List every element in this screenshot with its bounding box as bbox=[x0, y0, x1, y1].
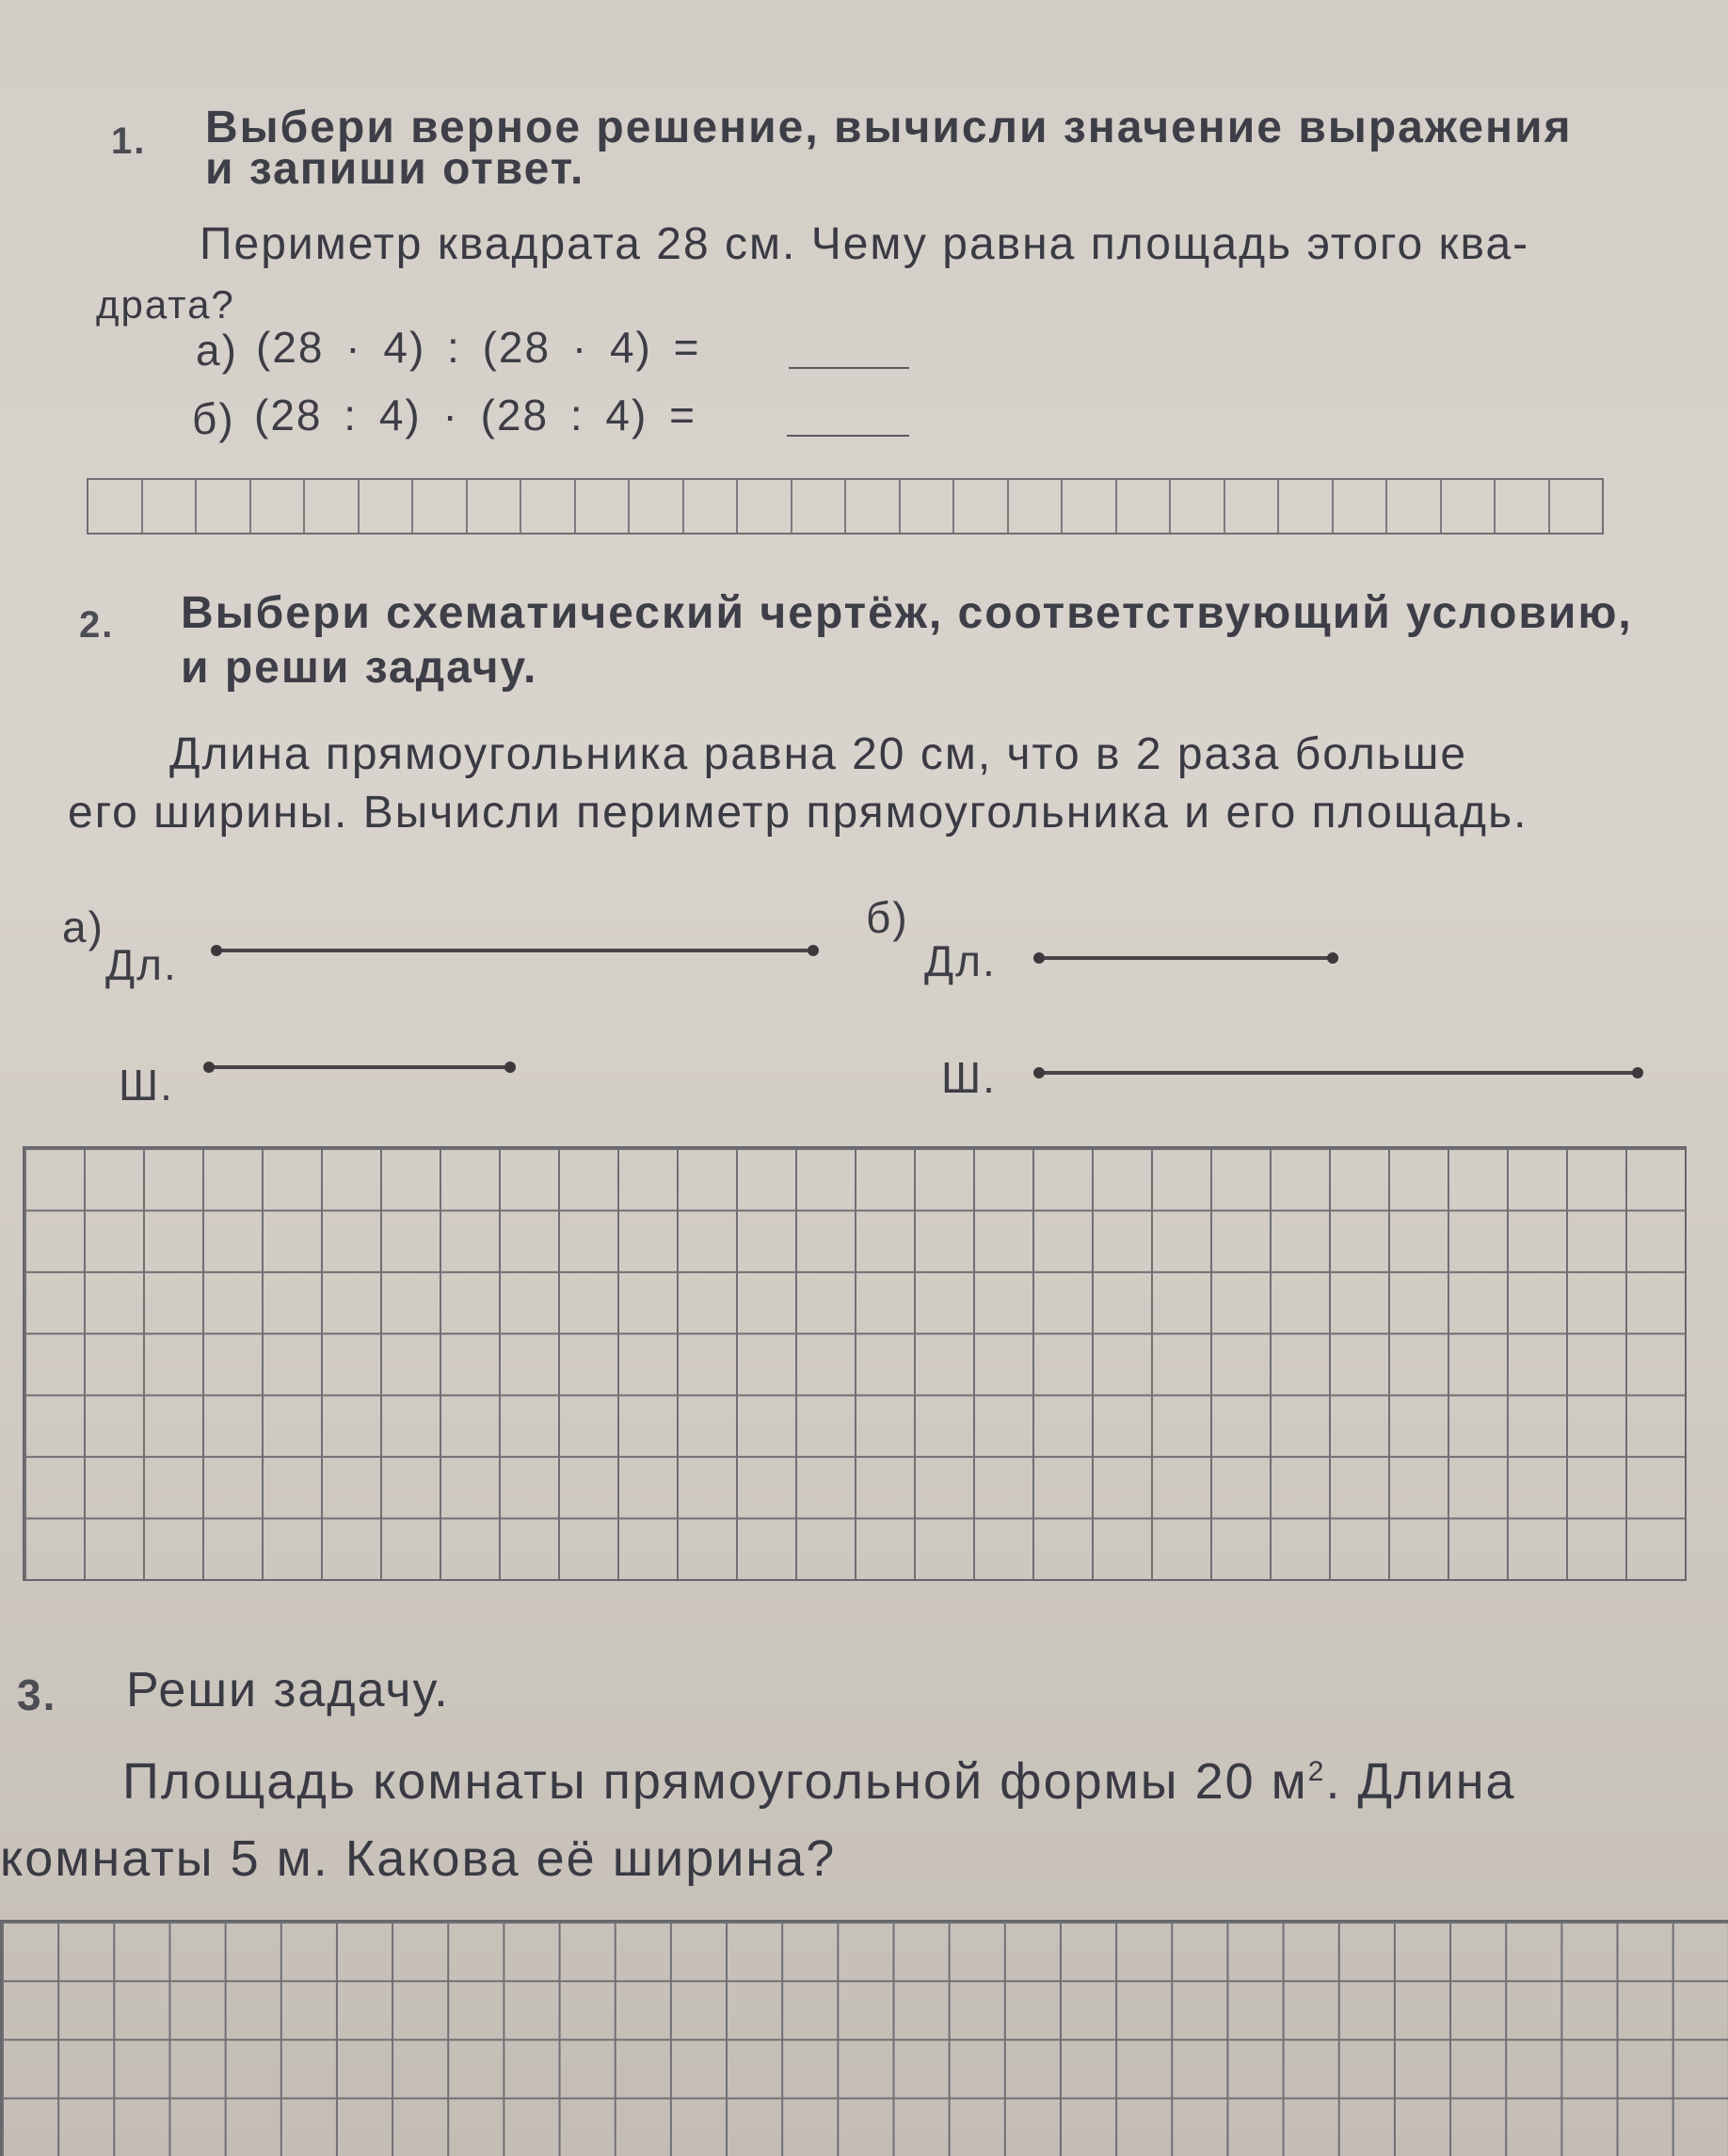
answer-cell[interactable] bbox=[1171, 480, 1225, 533]
answer-cell[interactable] bbox=[88, 480, 143, 533]
answer-cell[interactable] bbox=[413, 480, 468, 533]
answer-cell[interactable] bbox=[1334, 480, 1388, 533]
answer-cell[interactable] bbox=[1387, 480, 1442, 533]
task3-condition-text-a: Площадь комнаты прямоугольной формы 20 м bbox=[122, 1753, 1308, 1810]
task1-instruction-line2: и запиши ответ. bbox=[205, 144, 585, 194]
answer-cell[interactable] bbox=[468, 480, 522, 533]
answer-cell[interactable] bbox=[954, 480, 1009, 533]
task1-option-b-answer-line[interactable] bbox=[787, 435, 909, 437]
answer-cell[interactable] bbox=[738, 480, 792, 533]
task2-work-grid[interactable] bbox=[23, 1146, 1687, 1581]
task3-instruction: Реши задачу. bbox=[126, 1663, 450, 1717]
task3-condition-line1 bbox=[122, 1752, 1516, 1811]
task2-number: 2. bbox=[79, 604, 115, 646]
diagram-b-length-label: Дл. bbox=[924, 936, 997, 985]
answer-cell[interactable] bbox=[1225, 480, 1280, 533]
answer-cell[interactable] bbox=[630, 480, 684, 533]
diagram-b-width-label: Ш. bbox=[941, 1053, 997, 1102]
answer-cell[interactable] bbox=[901, 480, 955, 533]
task2-instruction-line1: Выбери схематический чертёж, соответствующий условию, bbox=[181, 588, 1633, 638]
task3-work-grid[interactable] bbox=[0, 1920, 1728, 2156]
task3-number: 3. bbox=[17, 1670, 57, 1719]
answer-cell[interactable] bbox=[360, 480, 414, 533]
diagram-b-label: б) bbox=[866, 893, 909, 942]
answer-cell[interactable] bbox=[1063, 480, 1117, 533]
answer-cell[interactable] bbox=[1009, 480, 1064, 533]
task1-condition-line1: Периметр квадрата 28 см. Чему равна площадь этого ква- bbox=[200, 219, 1530, 269]
diagram-b-length-segment bbox=[1039, 956, 1333, 960]
task3-condition-text-b: . Длина bbox=[1325, 1753, 1516, 1810]
answer-cell[interactable] bbox=[521, 480, 576, 533]
task2-instruction-line2: и реши задачу. bbox=[181, 643, 538, 693]
task1-condition-line2: драта? bbox=[96, 282, 235, 327]
task1-instruction-line1: Выбери верное решение, вычисли значение выражения bbox=[205, 103, 1573, 152]
task1-option-a-label: а) bbox=[196, 326, 238, 375]
diagram-a-width-segment bbox=[209, 1065, 510, 1069]
answer-cell[interactable] bbox=[1550, 480, 1603, 533]
diagram-b-width-segment bbox=[1039, 1071, 1638, 1075]
task1-answer-cells[interactable] bbox=[87, 478, 1604, 535]
answer-cell[interactable] bbox=[1279, 480, 1334, 533]
answer-cell[interactable] bbox=[576, 480, 631, 533]
task1-option-a-answer-line[interactable] bbox=[789, 367, 909, 369]
task1-option-a-expression: (28 · 4) : (28 · 4) = bbox=[256, 323, 701, 372]
answer-cell[interactable] bbox=[143, 480, 198, 533]
answer-cell[interactable] bbox=[1117, 480, 1172, 533]
task2-condition-line2: его ширины. Вычисли периметр прямоугольника и его площадь. bbox=[68, 788, 1528, 838]
diagram-a-width-label: Ш. bbox=[119, 1061, 174, 1110]
task1-option-b-label: б) bbox=[192, 394, 235, 443]
answer-cell[interactable] bbox=[305, 480, 360, 533]
task1-number: 1. bbox=[111, 120, 147, 162]
answer-cell[interactable] bbox=[792, 480, 847, 533]
diagram-a-length-label: Дл. bbox=[105, 940, 178, 989]
answer-cell[interactable] bbox=[684, 480, 739, 533]
task2-condition-line1: Длина прямоугольника равна 20 см, что в 2 раза больше bbox=[169, 729, 1468, 779]
answer-cell[interactable] bbox=[1496, 480, 1550, 533]
task3-condition-line2: комнаты 5 м. Какова её ширина? bbox=[0, 1830, 837, 1887]
answer-cell[interactable] bbox=[1442, 480, 1496, 533]
answer-cell[interactable] bbox=[846, 480, 901, 533]
task3-unit-exponent: 2 bbox=[1307, 1756, 1326, 1787]
task1-option-b-expression: (28 : 4) · (28 : 4) = bbox=[254, 391, 696, 439]
answer-cell[interactable] bbox=[251, 480, 306, 533]
diagram-a-label: а) bbox=[62, 902, 104, 951]
answer-cell[interactable] bbox=[197, 480, 251, 533]
diagram-a-length-segment bbox=[216, 949, 813, 952]
